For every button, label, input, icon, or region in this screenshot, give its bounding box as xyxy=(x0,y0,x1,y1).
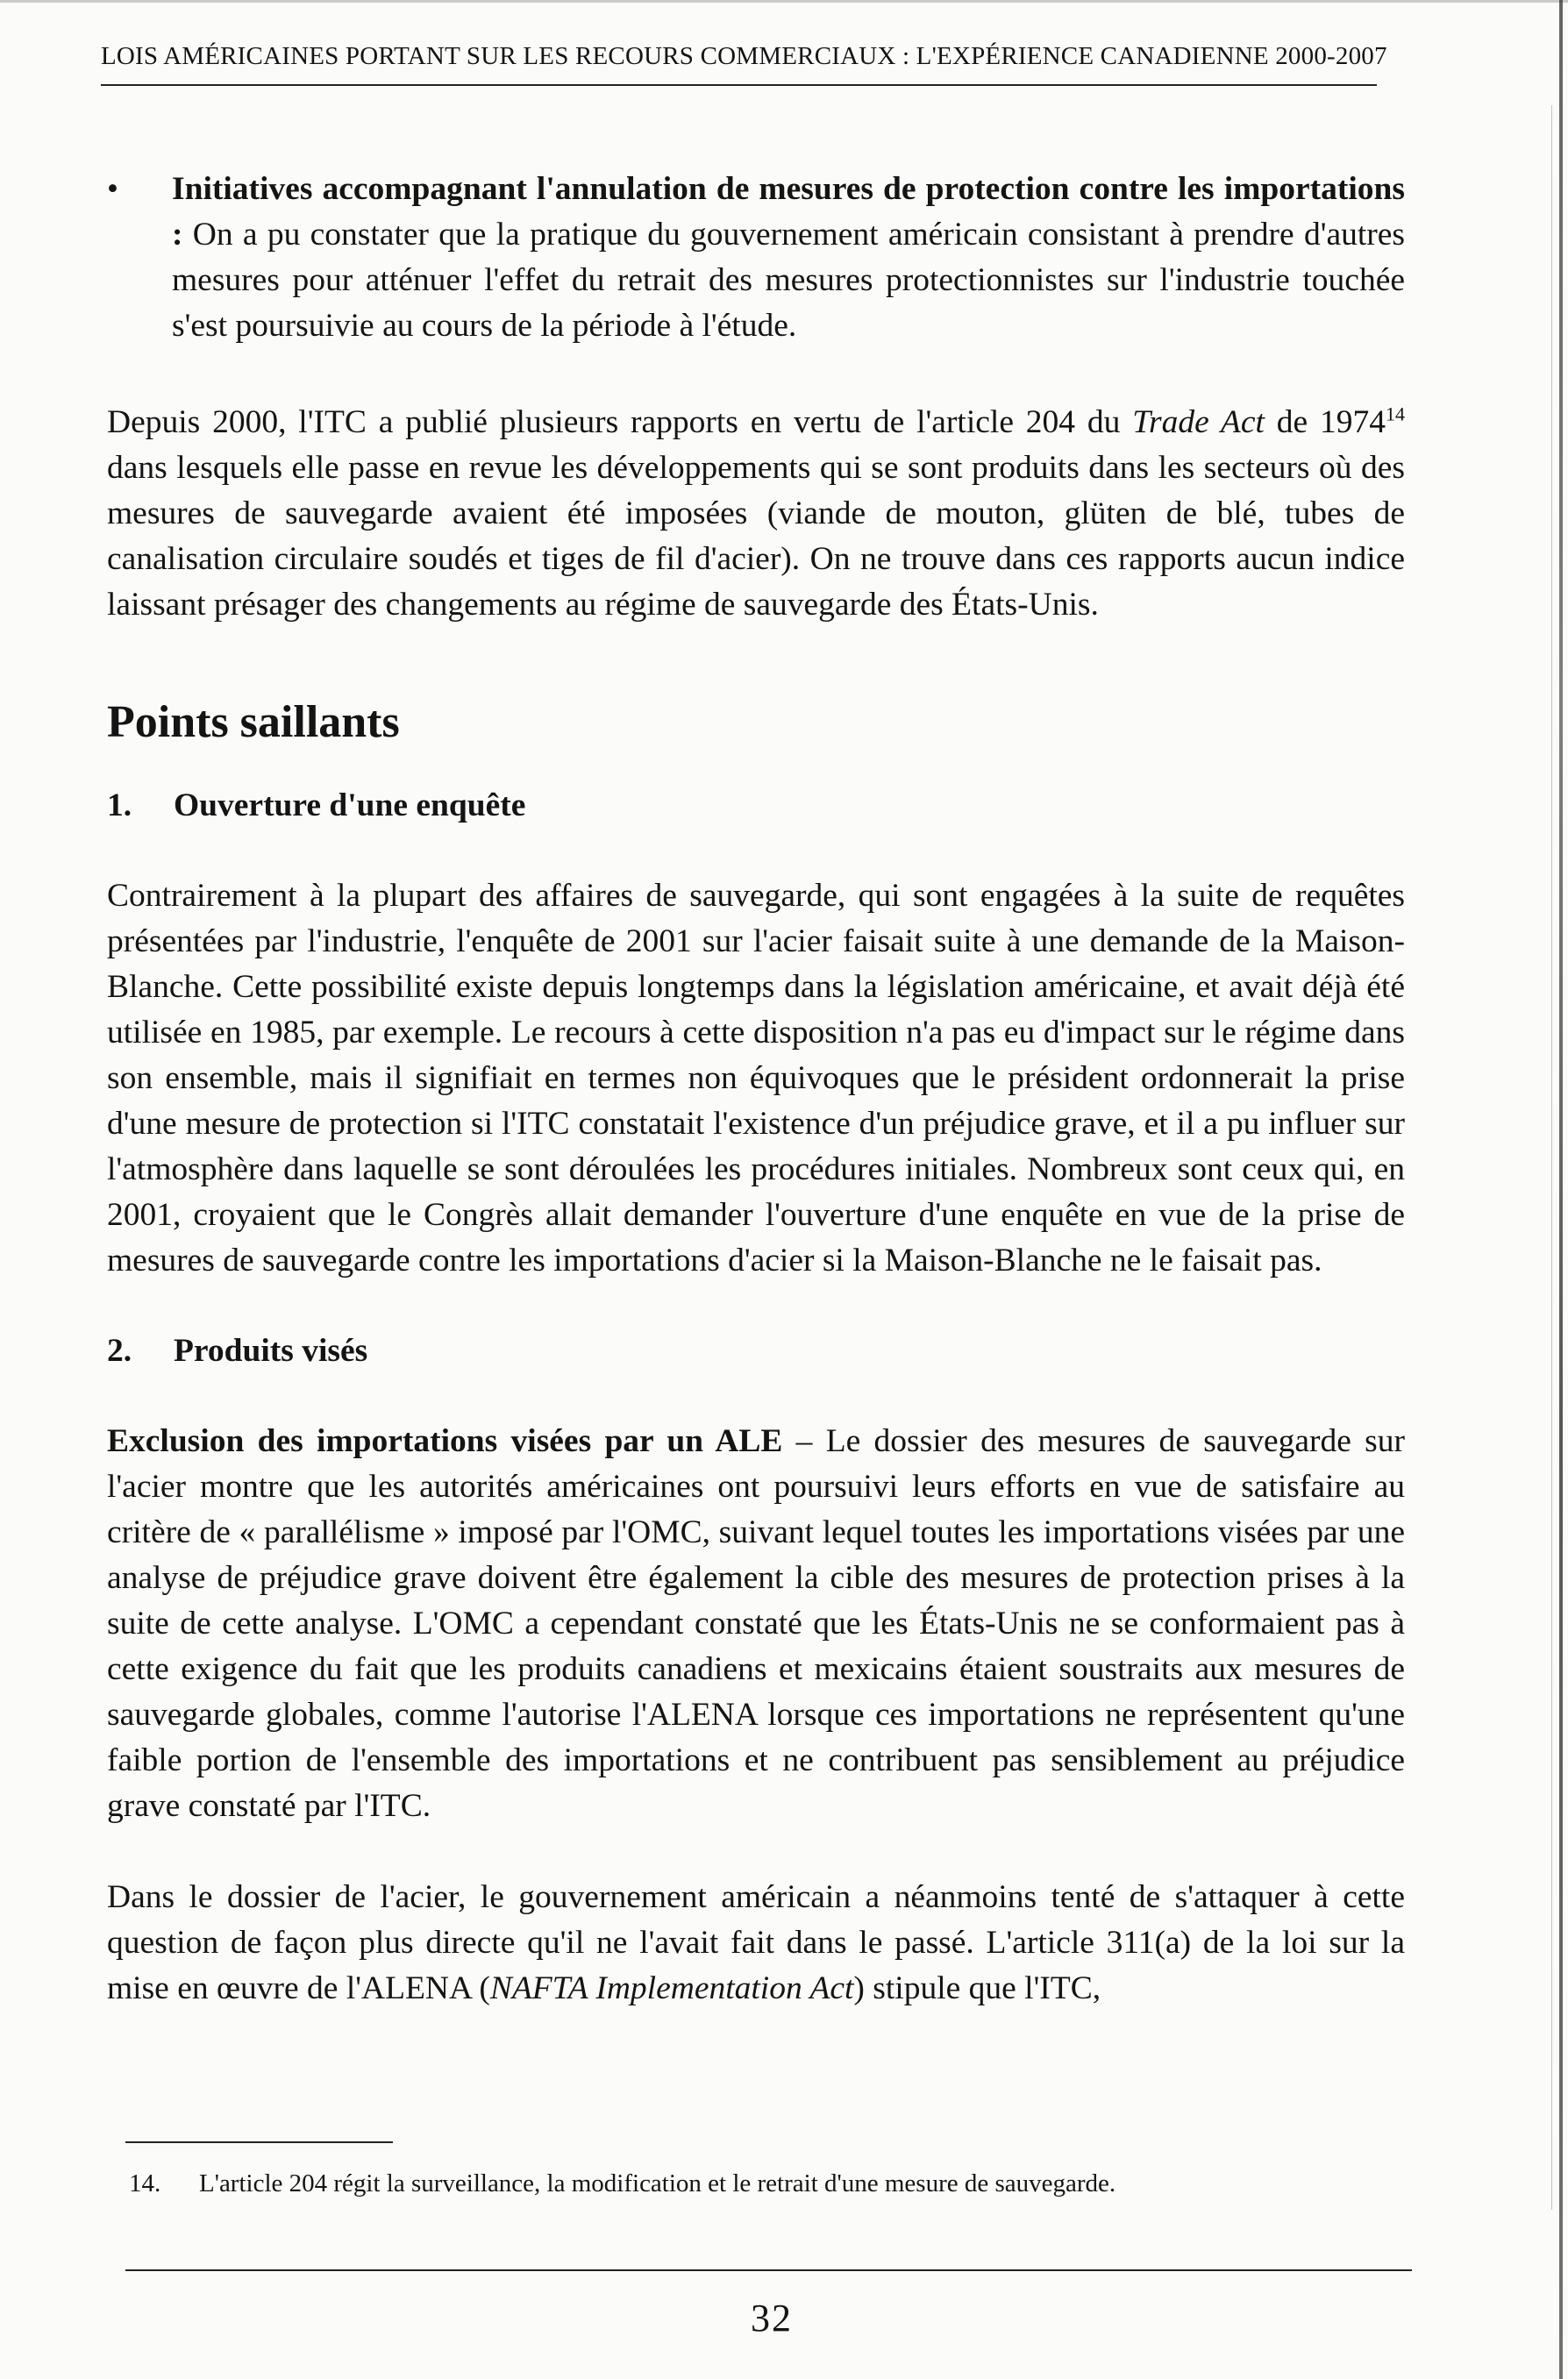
scan-edge-right-line xyxy=(1551,105,1552,2210)
subsection-2-paragraph-1 xyxy=(107,1419,1405,1829)
subsection-2-heading xyxy=(107,1329,1405,1373)
subsection-2-lead-heading: Exclusion des importations visées par un ALE xyxy=(107,1423,783,1459)
trade-act-italic: Trade Act xyxy=(1132,404,1265,440)
intro-paragraph xyxy=(107,400,1405,628)
footnote-text: L'article 204 régit la surveillance, la modification et le retrait d'une mesure de sauvegarde. xyxy=(199,2169,1116,2197)
subsection-2-title: Produits visés xyxy=(174,1333,368,1369)
intro-text-2: de 1974 xyxy=(1264,404,1386,440)
scan-edge-right xyxy=(1559,0,1563,2379)
subsection-2-number: 2. xyxy=(107,1333,132,1369)
bullet-paragraph xyxy=(107,167,1405,349)
header-rule xyxy=(101,84,1377,86)
nafta-act-italic: NAFTA Implementation Act xyxy=(489,1970,854,2006)
footnote-rule xyxy=(125,2141,393,2143)
page-body xyxy=(107,167,1405,2012)
bullet-marker: • xyxy=(107,171,118,207)
running-header: LOIS AMÉRICAINES PORTANT SUR LES RECOURS COMMERCIAUX : L'EXPÉRIENCE CANADIENNE 2000-2007 xyxy=(101,42,1387,70)
bullet-heading: Initiatives accompagnant l'annulation de mesures de protection contre les importations : xyxy=(172,171,1405,253)
footnote xyxy=(129,2168,1409,2199)
intro-text-1: Depuis 2000, l'ITC a publié plusieurs rapports en vertu de l'article 204 du xyxy=(107,404,1133,440)
subsection-2-paragraph-2 xyxy=(107,1875,1405,2012)
subsection-1-number: 1. xyxy=(107,787,132,823)
intro-text-3: dans lesquels elle passe en revue les développements qui se sont produits dans les secteurs où des mesures de sauvegarde avaient été imposées (viande de mouton, glüten de blé, tubes de canalisation circulaire soudés et tiges de fil d'acier). On ne trouve dans ces rapports aucun indice laissant présager des changements au régime de sauvegarde des États-Unis. xyxy=(107,450,1405,623)
subsection-1-title: Ouverture d'une enquête xyxy=(174,787,526,823)
page-number: 32 xyxy=(751,2297,793,2340)
p2-text-1: Dans le dossier de l'acier, le gouvernement américain a néanmoins tenté de s'attaquer à cette question de façon plus directe qu'il ne l'avait fait dans le passé. L'article 311(a) de la loi sur la mise en œuvre de l'ALENA ( xyxy=(107,1879,1405,2006)
spacer xyxy=(107,1284,1405,1329)
spacer xyxy=(107,1829,1405,1875)
subsection-1-heading xyxy=(107,784,1405,828)
subsection-1-paragraph: Contrairement à la plupart des affaires de sauvegarde, qui sont engagées à la suite de requêtes présentées par l'industrie, l'enquête de 2001 sur l'acier faisait suite à une demande de la Maison-Blanche. Cette possibilité existe depuis longtemps dans la législation américaine, et avait déjà été utilisée en 1985, par exemple. Le recours à cette disposition n'a pas eu d'impact sur le régime dans son ensemble, mais il signifiait en termes non équivoques que le président ordonnerait la prise d'une mesure de protection si l'ITC constatait l'existence d'un préjudice grave, et il a pu influer sur l'atmosphère dans laquelle se sont déroulées les procédures initiales. Nombreux sont ceux qui, en 2001, croyaient que le Congrès allait demander l'ouverture d'une enquête en vue de la prise de mesures de sauvegarde contre les importations d'acier si la Maison-Blanche ne le faisait pas. xyxy=(107,878,1405,1279)
p2-text-2: ) stipule que l'ITC, xyxy=(853,1970,1101,2006)
footnote-number: 14. xyxy=(129,2169,161,2197)
scan-edge-top xyxy=(0,0,1568,3)
section-title: Points saillants xyxy=(107,697,400,747)
bottom-rule xyxy=(125,2269,1412,2271)
subsection-2-lead-text: – Le dossier des mesures de sauvegarde sur l'acier montre que les autorités américaines ont poursuivi leurs efforts en vue de satisfaire au critère de « parallélisme » imposé par l'OMC, suivant lequel toutes les importations visées par une analyse de préjudice grave doivent être également la cible des mesures de protection prises à la suite de cette analyse. L'OMC a cependant constaté que les États-Unis ne se conformaient pas à cette exigence du fait que les produits canadiens et mexicains étaient soustraits aux mesures de sauvegarde globales, comme l'autorise l'ALENA lorsque ces importations ne représentent qu'une faible portion de l'ensemble des importations et ne contribuent pas sensiblement au préjudice grave constaté par l'ITC. xyxy=(107,1423,1406,1824)
footnote-ref[interactable]: 14 xyxy=(1385,402,1405,425)
bullet-text: On a pu constater que la pratique du gouvernement américain consistant à prendre d'autres mesures pour atténuer l'effet du retrait des mesures protectionnistes sur l'industrie touchée s'est poursuivie au cours de la période à l'étude. xyxy=(172,217,1405,344)
